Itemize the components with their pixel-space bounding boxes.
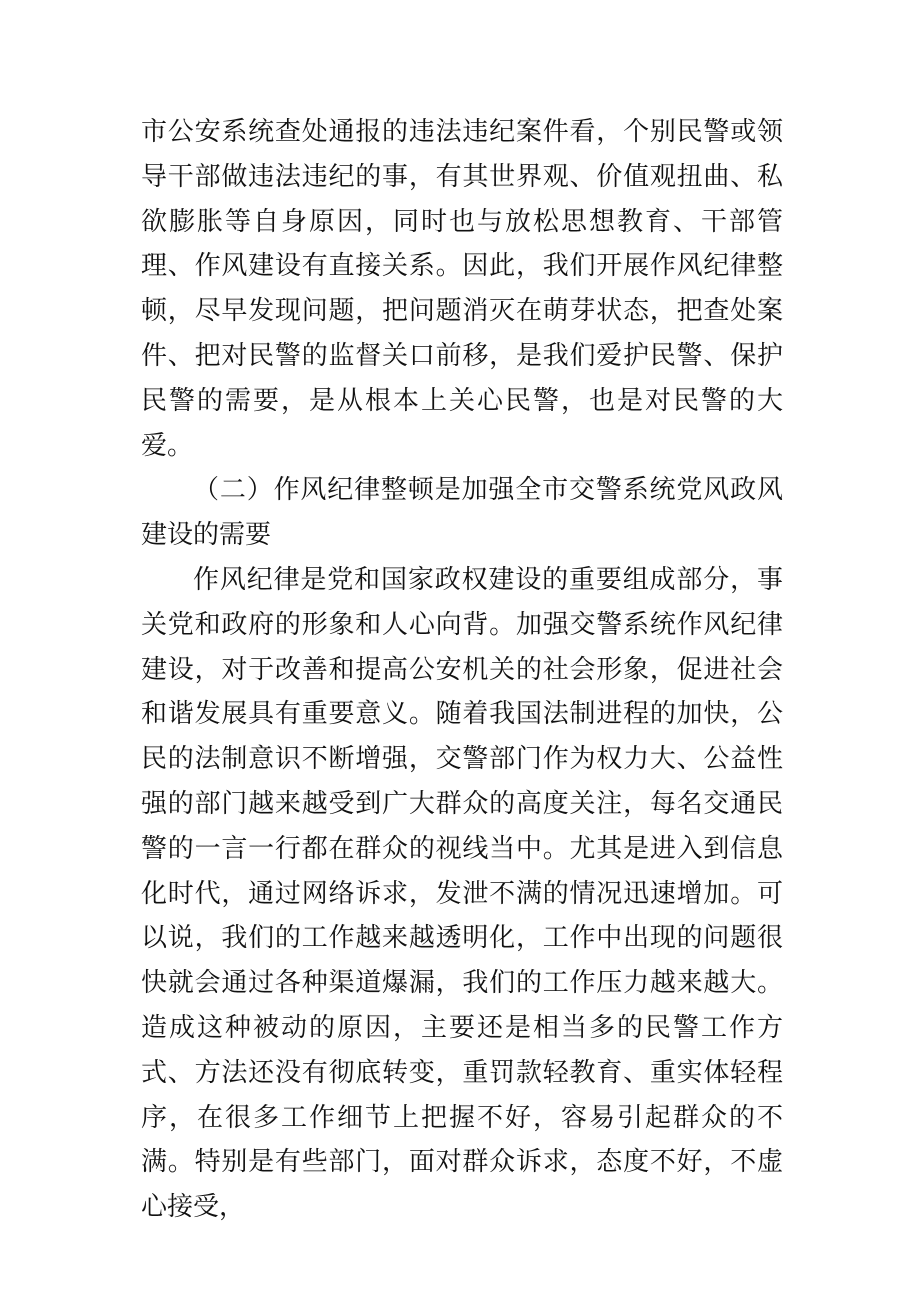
paragraph-continuation: 市公安系统查处通报的违法违纪案件看，个别民警或领导干部做违法违纪的事，有其世界观、价值观扭曲、私欲膨胀等自身原因，同时也与放松思想教育、干部管理、作风建设有直接关系。因此，我们开展作风纪律整顿，尽早发现问题，把问题消灭在萌芽状态，把查处案件、把对民警的监督关口前移，是我们爱护民警、保护民警的需要，是从根本上关心民警，也是对民警的大爱。 [141, 117, 783, 461]
section-heading: （二）作风纪律整顿是加强全市交警系统党风政风建设的需要 [141, 475, 783, 551]
paragraph-body: 作风纪律是党和国家政权建设的重要组成部分，事关党和政府的形象和人心向背。加强交警系统作风纪律建设，对于改善和提高公安机关的社会形象，促进社会和谐发展具有重要意义。随着我国法制进程的加快，公民的法制意识不断增强，交警部门作为权力大、公益性强的部门越来越受到广大群众的高度关注，每名交通民警的一言一行都在群众的视线当中。尤其是进入到信息化时代，通过网络诉求，发泄不满的情况迅速增加。可以说，我们的工作越来越透明化，工作中出现的问题很快就会通过各种渠道爆漏，我们的工作压力越来越大。造成这种被动的原因，主要还是相当多的民警工作方式、方法还没有彻底转变，重罚款轻教育、重实体轻程序，在很多工作细节上把握不好，容易引起群众的不满。特别是有些部门，面对群众诉求，态度不好，不虚心接受， [141, 564, 783, 1223]
document-body [141, 110, 783, 1230]
